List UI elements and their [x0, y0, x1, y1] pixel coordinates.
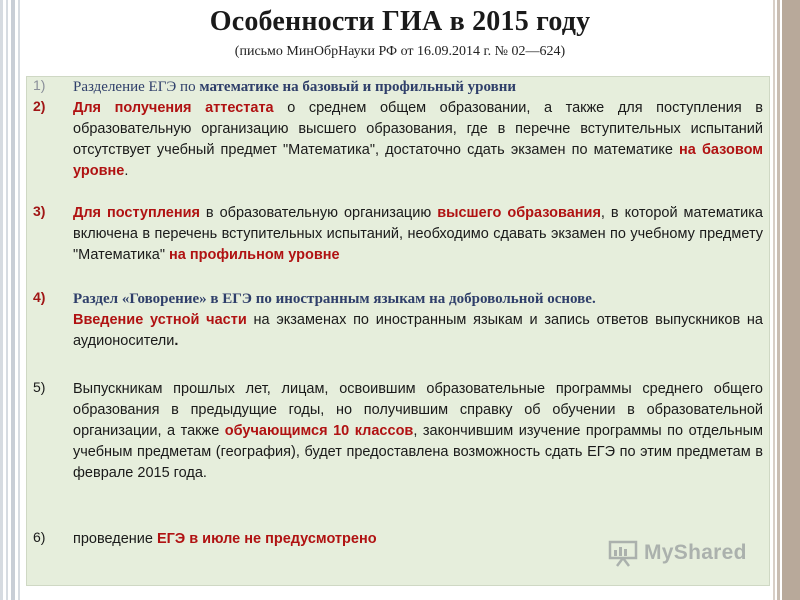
item-text-emphasis: Для получения аттестата — [73, 100, 274, 116]
item-text-part: . — [174, 333, 179, 349]
item-number: 2) — [33, 98, 46, 114]
item-text-emphasis: на базовом уровне — [73, 142, 763, 179]
item-text-part: проведение — [73, 531, 157, 547]
watermark — [608, 538, 747, 568]
item-text-part: в образовательную организацию — [199, 205, 438, 221]
item-text-emphasis: Введение устной части — [73, 312, 247, 328]
item-text-emphasis: ЕГЭ в июле не предусмотрено — [157, 531, 377, 547]
item-text-part: на экзаменах по иностранным языкам и запись ответов выпускников на аудионосители — [73, 312, 763, 349]
watermark-text: MyShared — [644, 541, 747, 564]
left-decoration — [0, 0, 24, 600]
item-text-emphasis: высшего образования — [437, 205, 601, 221]
item-text-part: Разделение ЕГЭ по — [73, 79, 200, 95]
item-number: 1) — [33, 77, 46, 93]
item-text — [73, 379, 763, 484]
item-number: 5) — [33, 379, 46, 395]
item-text — [73, 98, 763, 182]
content-panel — [26, 76, 770, 586]
item-text-emphasis: на профильном уровне — [169, 247, 340, 263]
item-text-emphasis: Для поступления — [73, 205, 200, 221]
item-number: 3) — [33, 203, 46, 219]
page-title: Особенности ГИА в 2015 году — [209, 6, 591, 37]
item-text — [73, 289, 763, 352]
item-text-part: о среднем общем образовании, а также для поступления в образовательную организацию высшего образования, где в перечне вступительных испытаний отсутствует учебный предмет "Математика", достаточно сдать экзамен по математике — [73, 100, 763, 158]
item-text — [73, 77, 763, 98]
item-number: 4) — [33, 289, 46, 305]
item-text — [73, 203, 763, 266]
presentation-board-icon — [608, 539, 638, 567]
page-subtitle: (письмо МинОбрНауки РФ от 16.09.2014 г. № 02—624) — [234, 44, 566, 59]
item-text-part: . — [124, 163, 129, 179]
item-text-part: , закончившим изучение программы по отдельным учебным предметам (география), будет предоставлена возможность сдать ЕГЭ по этим предметам в феврале 2015 года. — [73, 423, 763, 481]
item-text-part: , в которой математика включена в перечень вступительных испытаний, необходимо сдавать экзамен по учебному предмету "Математика" — [73, 205, 763, 263]
item-number: 6) — [33, 529, 46, 545]
item-text-emphasis: Раздел «Говорение» в ЕГЭ по иностранным языкам на добровольной основе. — [73, 291, 596, 307]
item-text-emphasis: математике на базовый и профильный уровни — [199, 79, 517, 95]
right-decoration — [770, 0, 800, 600]
item-text-part: Выпускникам прошлых лет, лицам, освоившим образовательные программы среднего общего образования в предыдущие годы, но получившим справку об обучении в образовательной организации, а также — [73, 381, 763, 439]
item-text-emphasis: обучающимся 10 классов — [224, 423, 414, 439]
